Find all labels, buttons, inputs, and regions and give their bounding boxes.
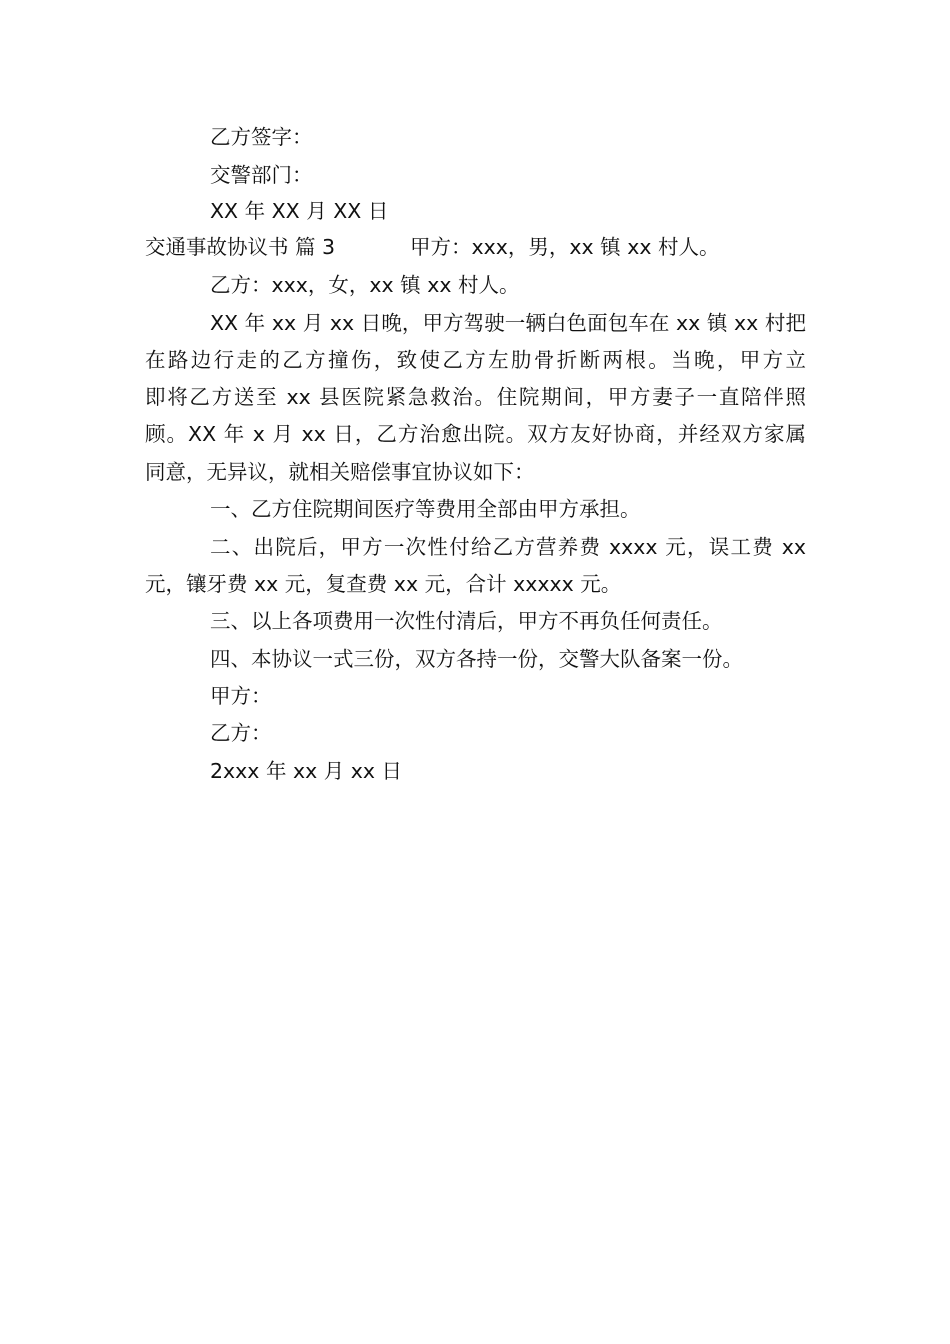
paragraph-line: XX 年 xx 月 xx 日晚，甲方驾驶一辆白色面包车在 xx 镇 xx 村把: [210, 311, 806, 335]
agreement-date: 2xxx 年 xx 月 xx 日: [210, 759, 403, 783]
paragraph-line: 二、出院后，甲方一次性付给乙方营养费 xxxx 元，误工费 xx: [210, 535, 806, 559]
paragraph-line: 同意，无异议，就相关赔偿事宜协议如下：: [145, 460, 535, 484]
signature-date-line: XX 年 XX 月 XX 日: [210, 199, 389, 223]
paragraph-line: 元，镶牙费 xx 元，复查费 xx 元，合计 xxxxx 元。: [145, 572, 622, 596]
signature-line-traffic-police: 交警部门：: [210, 163, 313, 187]
party-a-intro: 甲方：xxx，男，xx 镇 xx 村人。: [410, 235, 720, 259]
party-a-signature-label: 甲方：: [210, 684, 272, 708]
party-b-intro: 乙方：xxx，女，xx 镇 xx 村人。: [210, 273, 520, 297]
paragraph-line: 在路边行走的乙方撞伤，致使乙方左肋骨折断两根。当晚，甲方立: [145, 348, 806, 372]
agreement-item-1: 一、乙方住院期间医疗等费用全部由甲方承担。: [210, 497, 641, 521]
paragraph-line: 顾。XX 年 x 月 xx 日，乙方治愈出院。双方友好协商，并经双方家属: [145, 422, 806, 446]
agreement-item-3: 三、以上各项费用一次性付清后，甲方不再负任何责任。: [210, 609, 723, 633]
party-b-signature-label: 乙方：: [210, 721, 272, 745]
signature-line-party-b: 乙方签字：: [210, 125, 313, 149]
section-title: 交通事故协议书 篇 3: [145, 235, 336, 259]
section-heading: [145, 235, 745, 259]
agreement-item-4: 四、本协议一式三份，双方各持一份，交警大队备案一份。: [210, 647, 743, 671]
paragraph-line: 即将乙方送至 xx 县医院紧急救治。住院期间，甲方妻子一直陪伴照: [145, 385, 806, 409]
